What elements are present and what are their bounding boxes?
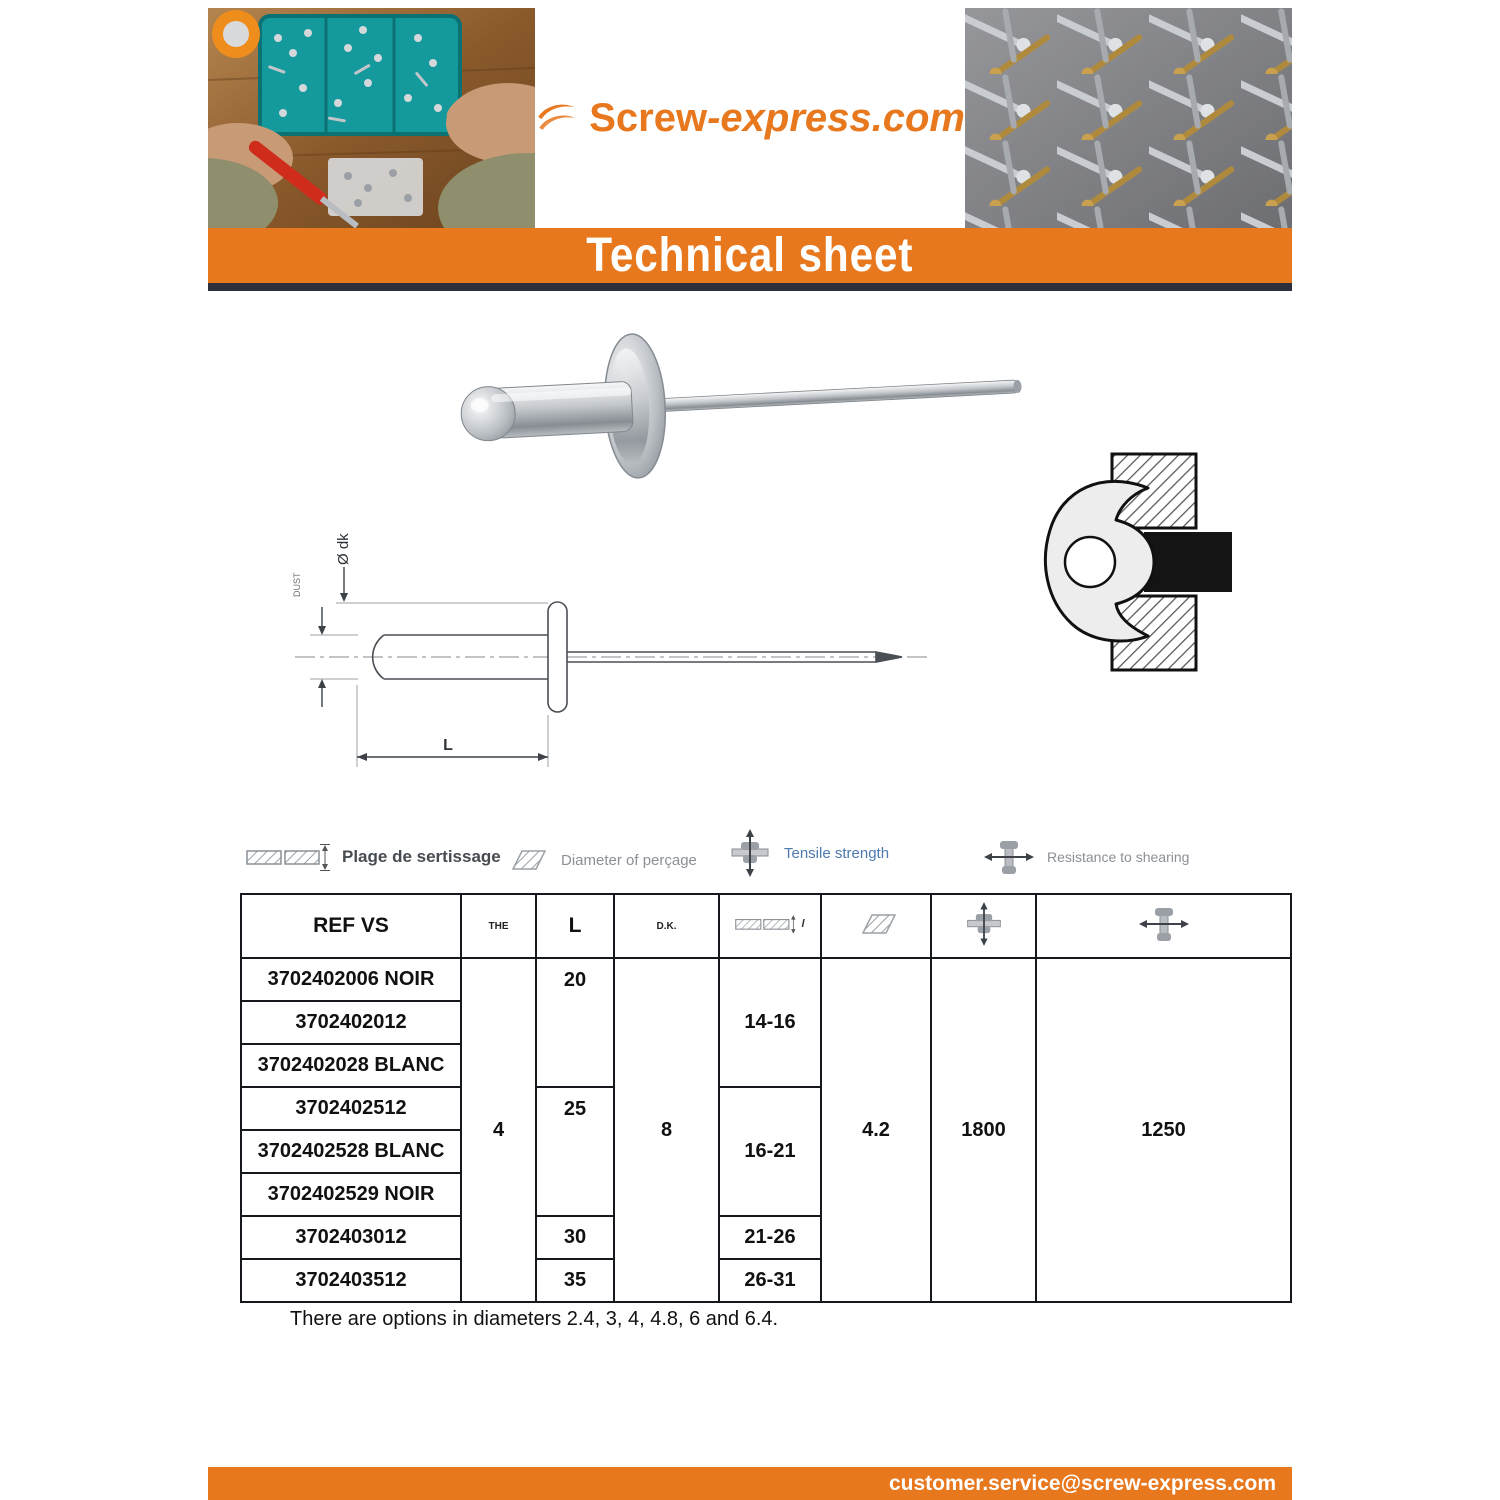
legend-label: Diameter of perçage: [561, 851, 697, 869]
clamp-unit-label: l: [801, 917, 805, 930]
dim-label-dust: DUST: [292, 572, 302, 597]
col-header-the: THE: [461, 894, 536, 958]
clamp-cell: 16-21: [719, 1087, 821, 1216]
table-row: [241, 958, 1291, 1001]
ref-cell: 3702402528 BLANC: [241, 1130, 461, 1173]
dk-cell: 8: [614, 958, 719, 1302]
legend-item-clamp-range: [246, 832, 501, 882]
legend-label: Plage de sertissage: [342, 847, 501, 866]
col-header-dk: D.K.: [614, 894, 719, 958]
ref-cell: 3702403512: [241, 1259, 461, 1302]
logo-brand-rest: -express.com: [707, 95, 965, 140]
tensile-strength-icon: [728, 828, 772, 878]
the-cell: 4: [461, 958, 536, 1302]
drill-cell: 4.2: [821, 958, 931, 1302]
logo-swoosh-icon: [535, 89, 577, 147]
ref-cell: 3702402028 BLANC: [241, 1044, 461, 1087]
installed-rivet-cross-section: [1032, 448, 1247, 676]
legend-label: Tensile strength: [784, 844, 890, 862]
screws-pile-illustration: [965, 8, 1292, 228]
ref-cell: 3702402529 NOIR: [241, 1173, 461, 1216]
legend-item-drill-diameter: [503, 835, 697, 885]
legend-item-tensile-strength: [728, 828, 889, 878]
ref-cell: 3702403012: [241, 1216, 461, 1259]
diameter-options-note: There are options in diameters 2.4, 3, 4, 4.8, 6 and 6.4.: [290, 1308, 779, 1330]
tensile-cell: 1800: [931, 958, 1036, 1302]
drill-diameter-icon: [853, 911, 899, 937]
header-photo-right: [965, 8, 1292, 228]
l-cell: 35: [536, 1259, 614, 1302]
dim-label-dk: Ø dk: [335, 533, 352, 565]
clamp-cell: 26-31: [719, 1259, 821, 1302]
ref-cell: 3702402012: [241, 1001, 461, 1044]
rivet-product-photo: [420, 298, 1040, 513]
logo: [535, 8, 965, 228]
ref-cell: 3702402006 NOIR: [241, 958, 461, 1001]
clamp-cell: 14-16: [719, 958, 821, 1087]
banner-underline: [208, 283, 1292, 291]
col-header-tensile: [931, 894, 1036, 958]
logo-brand-bold: Screw: [589, 95, 708, 140]
clamp-cell: 21-26: [719, 1216, 821, 1259]
footer-bar: [208, 1467, 1292, 1500]
logo-text: [589, 96, 965, 141]
ref-cell: 3702402512: [241, 1087, 461, 1130]
banner: [208, 228, 1292, 283]
l-cell: 20: [536, 958, 614, 1087]
shear-cell: 1250: [1036, 958, 1291, 1302]
shear-resistance-icon: [1138, 903, 1190, 945]
l-cell: 25: [536, 1087, 614, 1216]
col-header-ref: REF VS: [241, 894, 461, 958]
workbench-photo-illustration: [208, 8, 535, 228]
spec-table: [240, 893, 1292, 1303]
dim-label-l: L: [443, 737, 453, 754]
drill-diameter-icon: [503, 847, 549, 873]
clamp-range-icon: [735, 912, 797, 936]
col-header-shear: [1036, 894, 1291, 958]
table-header-row: [241, 894, 1291, 958]
col-header-l: L: [536, 894, 614, 958]
col-header-drill-diameter: [821, 894, 931, 958]
legend-item-shear-resistance: [983, 832, 1189, 882]
customer-service-email: customer.service@screw-express.com: [888, 1471, 1276, 1495]
col-header-clamp-range: [719, 894, 821, 958]
legend-label: Resistance to shearing: [1047, 849, 1190, 865]
clamp-range-icon: [246, 842, 330, 872]
tensile-strength-icon: [964, 901, 1004, 947]
l-cell: 30: [536, 1216, 614, 1259]
banner-title: Technical sheet: [586, 229, 914, 282]
header-photo-left: [208, 8, 535, 228]
rivet-dimension-drawing: [280, 505, 940, 800]
shear-resistance-icon: [983, 836, 1035, 878]
